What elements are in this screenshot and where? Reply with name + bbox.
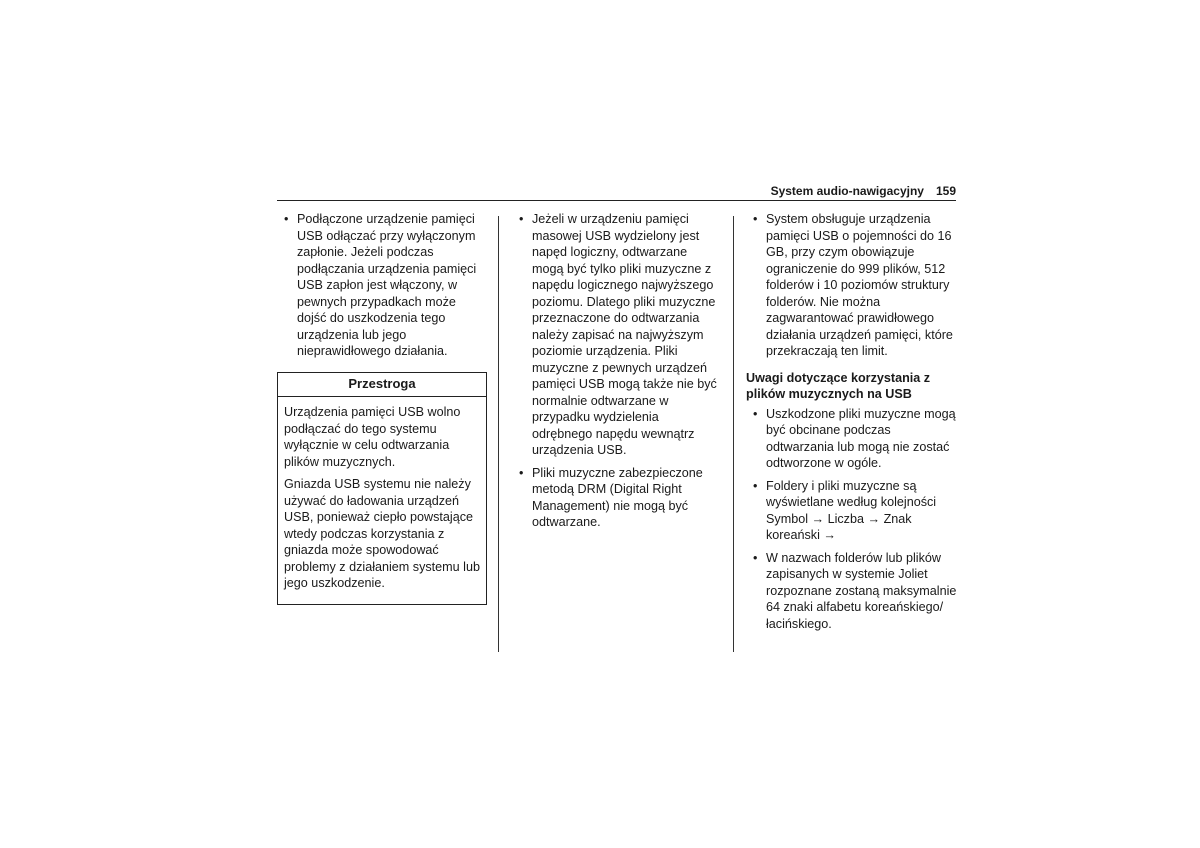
warning-title: Przestroga	[278, 373, 486, 398]
page-number: 159	[935, 184, 956, 198]
bullet-icon: •	[753, 478, 758, 493]
column-divider-1	[498, 216, 499, 652]
bullet-list	[512, 211, 722, 531]
list-item: • System obsługuje urządzenia pamięci USB o pojemności do 16 GB, przy czym obowiązuje ograniczenie do 999 plików, 512 folderów i 10 poziomów struktury folderów. Nie można zagwarantować prawidłowego działania urządzeń pamięci, które przekraczają ten limit.	[753, 212, 953, 358]
column-2	[512, 211, 722, 537]
list-item: • W nazwach folderów lub plików zapisanych w systemie Joliet rozpoznane zostaną maksymalnie 64 znaki alfabetu koreańskiego/łacińskiego.	[753, 550, 957, 631]
warning-box	[277, 372, 487, 605]
bullet-list	[746, 406, 958, 633]
list-item: • Pliki muzyczne zabezpieczone metodą DRM (Digital Right Management) nie mogą być odtwarzane.	[519, 465, 703, 529]
column-3	[746, 211, 958, 638]
list-item: • Foldery i pliki muzyczne są wyświetlane według kolejności Symbol → Liczba → Znak koreański →	[753, 478, 937, 542]
list-item: • Jeżeli w urządzeniu pamięci masowej USB wydzielony jest napęd logiczny, odtwarzane mogą być tylko pliki muzyczne z napędu logicznego najwyższego poziomu. Dlatego pliki muzyczne przeznaczone do odtwarzania należy zapisać na najwyższym poziomie urządzenia. Pliki muzyczne z pewnych urządzeń pamięci USB mogą także nie być normalnie odtwarzane w przypadku wydzielenia odrębnego napędu wewnątrz urządzenia USB.	[519, 212, 717, 457]
list-item: • Uszkodzone pliki muzyczne mogą być obcinane podczas odtwarzania lub mogą nie zostać odtworzone w ogóle.	[753, 406, 956, 470]
page-header	[277, 184, 956, 201]
warning-paragraph: Gniazda USB systemu nie należy używać do ładowania urządzeń USB, ponieważ ciepło powstające wtedy podczas korzystania z gniazda może spowodować problemy z działaniem systemu lub jego uszkodzenie.	[284, 477, 480, 590]
section-heading: Uwagi dotyczące korzystania z plików muzycznych na USB	[746, 370, 931, 401]
list-item: • Podłączone urządzenie pamięci USB odłączać przy wyłączonym zapłonie. Jeżeli podczas podłączania urządzenia pamięci USB zapłon jest włączony, w pewnych przypadkach może dojść do uszkodzenia tego urządzenia lub jego nieprawidłowego działania.	[284, 212, 477, 358]
warning-body	[278, 397, 486, 604]
bullet-icon: •	[753, 406, 758, 421]
header-title: System audio-nawigacyjny	[770, 184, 924, 198]
bullet-icon: •	[519, 465, 524, 480]
bullet-icon: •	[519, 212, 524, 226]
bullet-icon: •	[284, 212, 289, 226]
bullet-list	[277, 211, 487, 360]
bullet-icon: •	[753, 212, 758, 226]
bullet-icon: •	[753, 550, 758, 565]
column-divider-2	[733, 216, 734, 652]
column-1	[277, 211, 487, 605]
warning-paragraph: Urządzenia pamięci USB wolno podłączać do tego systemu wyłącznie w celu odtwarzania plików muzycznych.	[284, 405, 461, 469]
bullet-list	[746, 211, 958, 360]
